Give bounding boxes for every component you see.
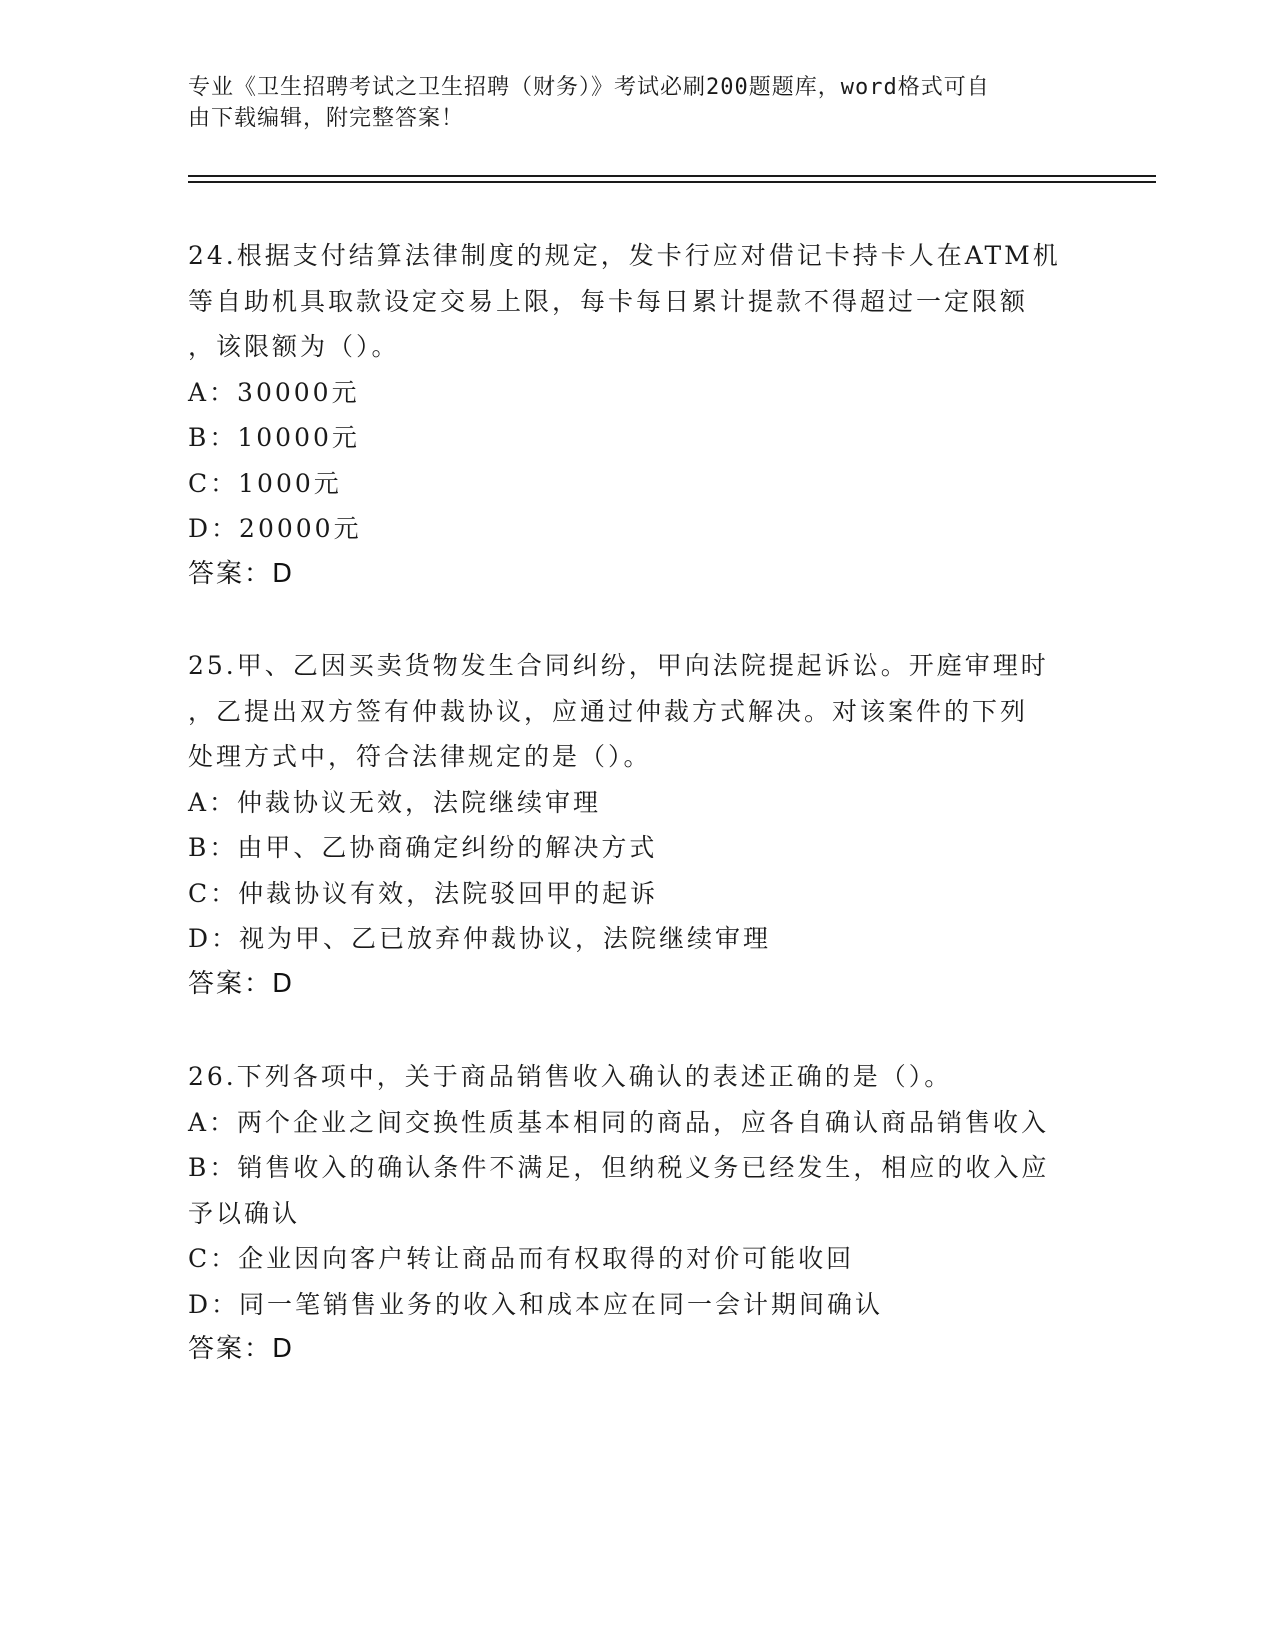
question-24: [188, 233, 1078, 597]
question-text-line: 24.根据支付结算法律制度的规定，发卡行应对借记卡持卡人在ATM机: [188, 241, 1061, 270]
option-d: D：20000元: [188, 514, 362, 543]
question-25: [188, 643, 1078, 1007]
answer-label: 答案：D: [188, 968, 295, 999]
question-text-line: 26.下列各项中，关于商品销售收入确认的表述正确的是（）。: [188, 1062, 953, 1091]
header-divider-top: [188, 175, 1156, 177]
question-text-line: 等自助机具取款设定交易上限，每卡每日累计提款不得超过一定限额: [188, 286, 1029, 316]
option-a: A：仲裁协议无效，法院继续审理: [188, 787, 602, 817]
answer-label: 答案：D: [188, 558, 295, 589]
document-header: [188, 72, 1078, 134]
question-text-line: ，该限额为（）。: [188, 332, 400, 361]
option-a: A：30000元: [188, 377, 360, 407]
option-b: B：10000元: [188, 423, 360, 452]
option-c: C：1000元: [188, 468, 342, 498]
option-c: C：仲裁协议有效，法院驳回甲的起诉: [188, 878, 659, 908]
option-a: A：两个企业之间交换性质基本相同的商品，应各自确认商品销售收入: [188, 1107, 1050, 1137]
option-d: D：同一笔销售业务的收入和成本应在同一会计期间确认: [188, 1289, 884, 1319]
option-c: C：企业因向客户转让商品而有权取得的对价可能收回: [188, 1244, 855, 1273]
header-divider-bottom: [188, 181, 1156, 183]
question-text-line: 处理方式中，符合法律规定的是（）。: [188, 742, 652, 771]
question-text-line: 25.甲、乙因买卖货物发生合同纠纷，甲向法院提起诉讼。开庭审理时: [188, 651, 1049, 680]
header-line-2: 由下载编辑，附完整答案！: [188, 106, 465, 131]
header-line-1: 专业《卫生招聘考试之卫生招聘（财务）》考试必刷200题题库，word格式可自: [188, 75, 990, 100]
question-26: [188, 1054, 1078, 1373]
option-b: B：销售收入的确认条件不满足，但纳税义务已经发生，相应的收入应: [188, 1153, 1050, 1182]
answer-label: 答案：D: [188, 1334, 295, 1364]
option-b-continued: 予以确认: [188, 1198, 301, 1228]
option-b: B：由甲、乙协商确定纠纷的解决方式: [188, 833, 658, 862]
option-d: D：视为甲、乙已放弃仲裁协议，法院继续审理: [188, 924, 772, 953]
question-text-line: ，乙提出双方签有仲裁协议，应通过仲裁方式解决。对该案件的下列: [188, 696, 1029, 726]
